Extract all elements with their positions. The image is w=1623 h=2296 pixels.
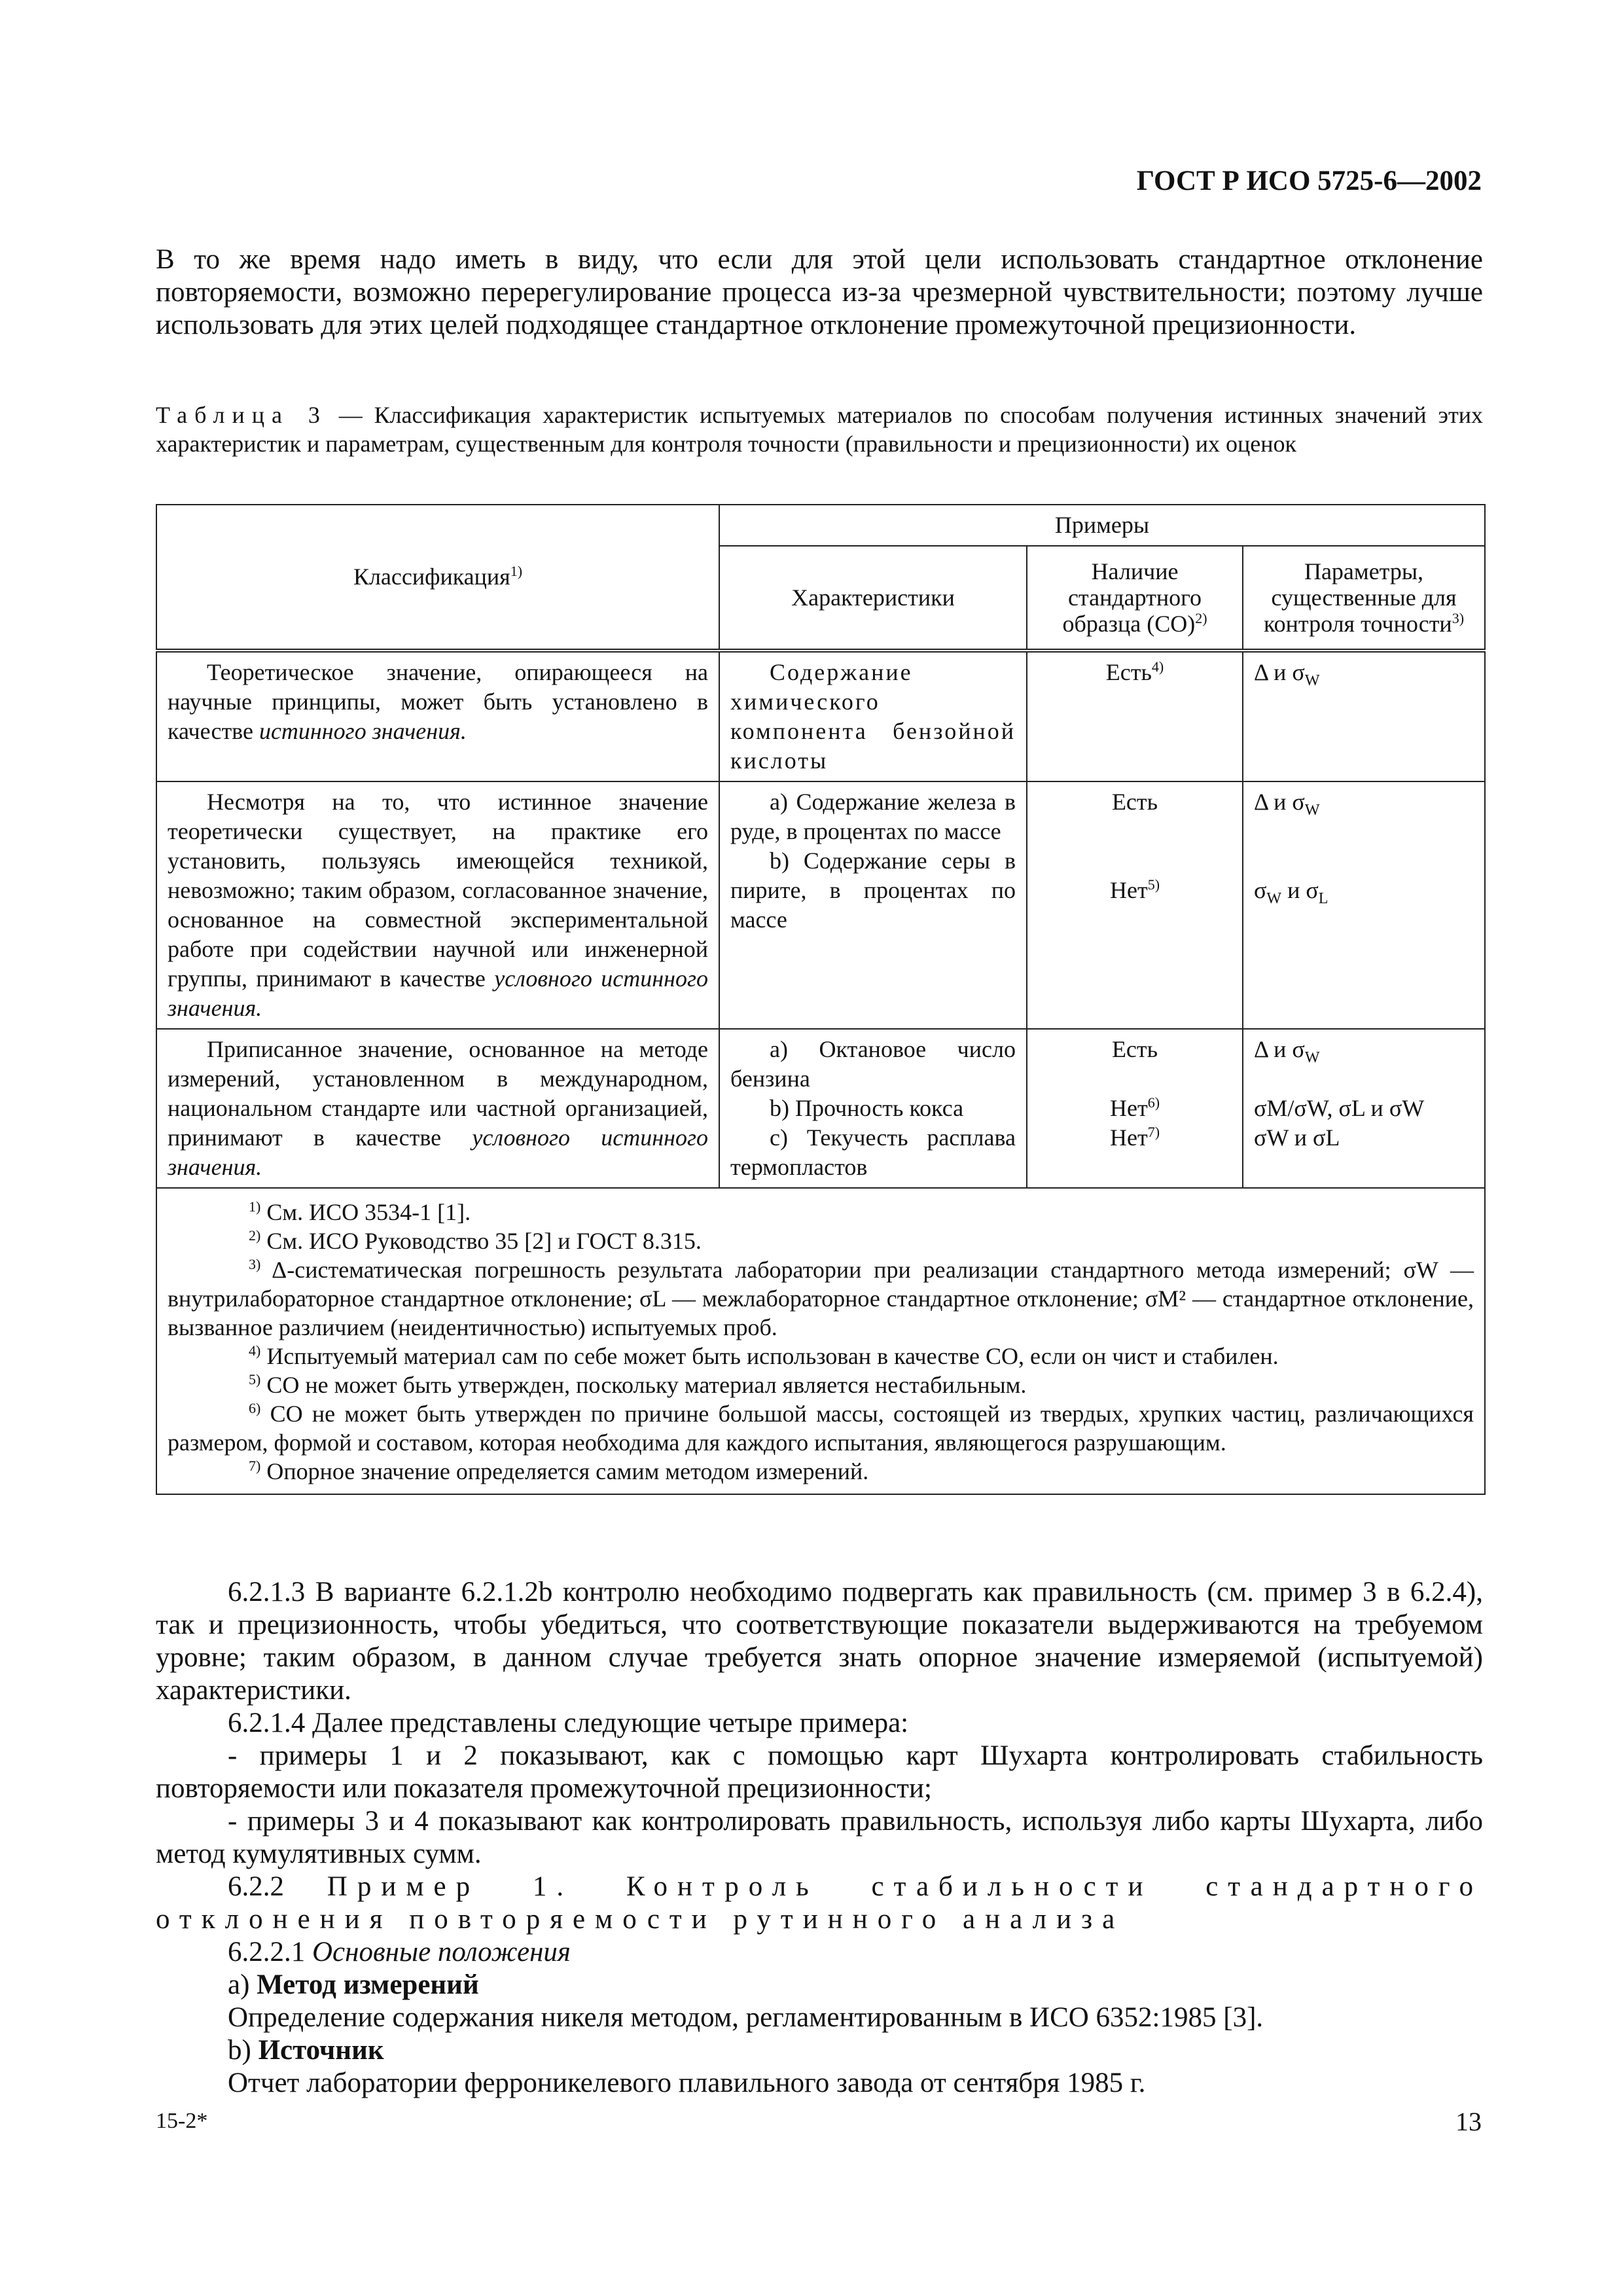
page-number: 13	[1455, 2107, 1482, 2136]
paragraph: Отчет лаборатории ферроникелевого плавильного завода от сентября 1985 г.	[228, 2068, 1146, 2098]
header-examples: Примеры	[719, 505, 1485, 546]
footnote: $^{4)}$ Испытуемый материал сам по себе может быть использован в качестве СО, если он чист и стабилен.	[249, 1342, 1279, 1369]
paragraph: - примеры 3 и 4 показывают как контролировать правильность, используя либо карты Шухарта, либо метод кумулятивных сумм.	[156, 1806, 1483, 1869]
footnotes-cell	[156, 1188, 1485, 1494]
header-characteristics: Характеристики	[719, 546, 1027, 651]
footnotes-row	[156, 1188, 1485, 1494]
parameters-cell: Δ и $\sigma_W$ σM/σW, σL и σW σW и σL	[1243, 1029, 1485, 1188]
classification-cell: Приписанное значение, основанное на методе измерений, установленном в международном, национальном стандарте или частной организацией, принимают в качестве условного истинного значения.	[156, 1029, 719, 1188]
reference-cell: Есть$^{4)}$	[1027, 651, 1243, 781]
parameters-cell: Δ и $\sigma_W$ $\sigma_W$ и $\sigma_L$	[1243, 781, 1485, 1029]
item-source-label: b) Источник	[228, 2035, 384, 2066]
footnote: $^{7)}$ Опорное значение определяется самим методом измерений.	[249, 1458, 869, 1484]
item-method-label: a) Метод измерений	[228, 1969, 479, 2000]
paragraph: 6.2.1.4 Далее представлены следующие четыре примера:	[228, 1708, 909, 1738]
table-caption-prefix: Таблица 3	[156, 402, 327, 428]
classification-cell: Теоретическое значение, опирающееся на научные принципы, может быть установлено в качестве истинного значения.	[156, 651, 719, 781]
table-row	[156, 651, 1485, 781]
table-row	[156, 781, 1485, 1029]
paragraph: 6.2.1.3 В варианте 6.2.1.2b контролю необходимо подвергать как правильность (см. пример 3 в 6.2.4), так и прецизионность, чтобы убедиться, что соответствующие показатели выдерживаются на требуемом уровне; таким образом, в данном случае требуется знать опорное значение измеряемой (испытуемой) характеристики.	[156, 1577, 1483, 1706]
table-caption-text: — Классификация характеристик испытуемых материалов по способам получения истинных значений этих характеристик и параметрам, существенным для контроля точности (правильности и прецизионности) их оценок	[156, 402, 1483, 457]
characteristics-cell: a) Содержание железа в руде, в процентах по массе b) Содержание серы в пирите, в процентах по массе	[719, 781, 1027, 1029]
table-row	[156, 1029, 1485, 1188]
footnote: $^{1)}$ См. ИСО 3534-1 [1].	[249, 1198, 471, 1225]
paragraph: - примеры 1 и 2 показывают, как с помощью карт Шухарта контролировать стабильность повторяемости или показателя промежуточной прецизионности;	[156, 1740, 1483, 1804]
header-parameters: Параметры, существенные для контроля точности$^{3)}$	[1243, 546, 1485, 651]
body-text	[156, 1576, 1483, 2100]
table-caption	[156, 401, 1483, 458]
classification-table	[156, 504, 1486, 1495]
footnote: $^{5)}$ СО не может быть утвержден, поскольку материал является нестабильным.	[249, 1371, 1027, 1398]
section-heading-6-2-2: 6.2.2 Пример 1. Контроль стабильности стандартного отклонения повторяемости рутинного анализа	[156, 1871, 1483, 1935]
classification-cell: Несмотря на то, что истинное значение теоретически существует, на практике его установить, пользуясь имеющейся техникой, невозможно; таким образом, согласованное значение, основанное на совместной экспериментальной работе при содействии научной или инженерной группы, принимают в качестве условного истинного значения.	[156, 781, 719, 1029]
paragraph: Определение содержания никеля методом, регламентированным в ИСО 6352:1985 [3].	[228, 2002, 1264, 2033]
parameters-cell: Δ и $\sigma_W$	[1243, 651, 1485, 781]
footnote: $^{3)}$ Δ-систематическая погрешность результата лаборатории при реализации стандартного метода измерений; σW — внутрилабораторное стандартное отклонение; σL — межлабораторное стандартное отклонение; σM² — стандартное отклонение, вызванное различием (неидентичностью) испытуемых проб.	[168, 1256, 1474, 1340]
intro-paragraph: В то же время надо иметь в виду, что если для этой цели использовать стандартное отклонение повторяемости, возможно перерегулирование процесса из-за чрезмерной чувствительности; поэтому лучше использовать для этих целей подходящее стандартное отклонение промежуточной прецизионности.	[156, 244, 1483, 340]
characteristics-cell: a) Октановое число бензина b) Прочность кокса c) Текучесть расплава термопластов	[719, 1029, 1027, 1188]
header-classification: Классификация$^{1)}$	[156, 505, 719, 651]
reference-cell: Есть Нет$^{6)}$ Нет$^{7)}$	[1027, 1029, 1243, 1188]
header-reference-sample: Наличие стандартного образца (СО)$^{2)}$	[1027, 546, 1243, 651]
footnote: $^{6)}$ СО не может быть утвержден по причине большой массы, состоящей из твердых, хрупких частиц, различающихся размером, формой и составом, которая необходима для каждого испытания, являющегося разрушающим.	[168, 1400, 1474, 1456]
subsection-heading: 6.2.2.1 Основные положения	[228, 1937, 571, 1967]
footnote: $^{2)}$ См. ИСО Руководство 35 [2] и ГОСТ 8.315.	[249, 1227, 702, 1254]
characteristics-cell: Содержание химического компонента бензойной кислоты	[719, 651, 1027, 781]
document-header: ГОСТ Р ИСО 5725-6—2002	[1136, 166, 1482, 196]
footer-code: 15-2*	[156, 2109, 208, 2133]
reference-cell: Есть Нет$^{5)}$	[1027, 781, 1243, 1029]
